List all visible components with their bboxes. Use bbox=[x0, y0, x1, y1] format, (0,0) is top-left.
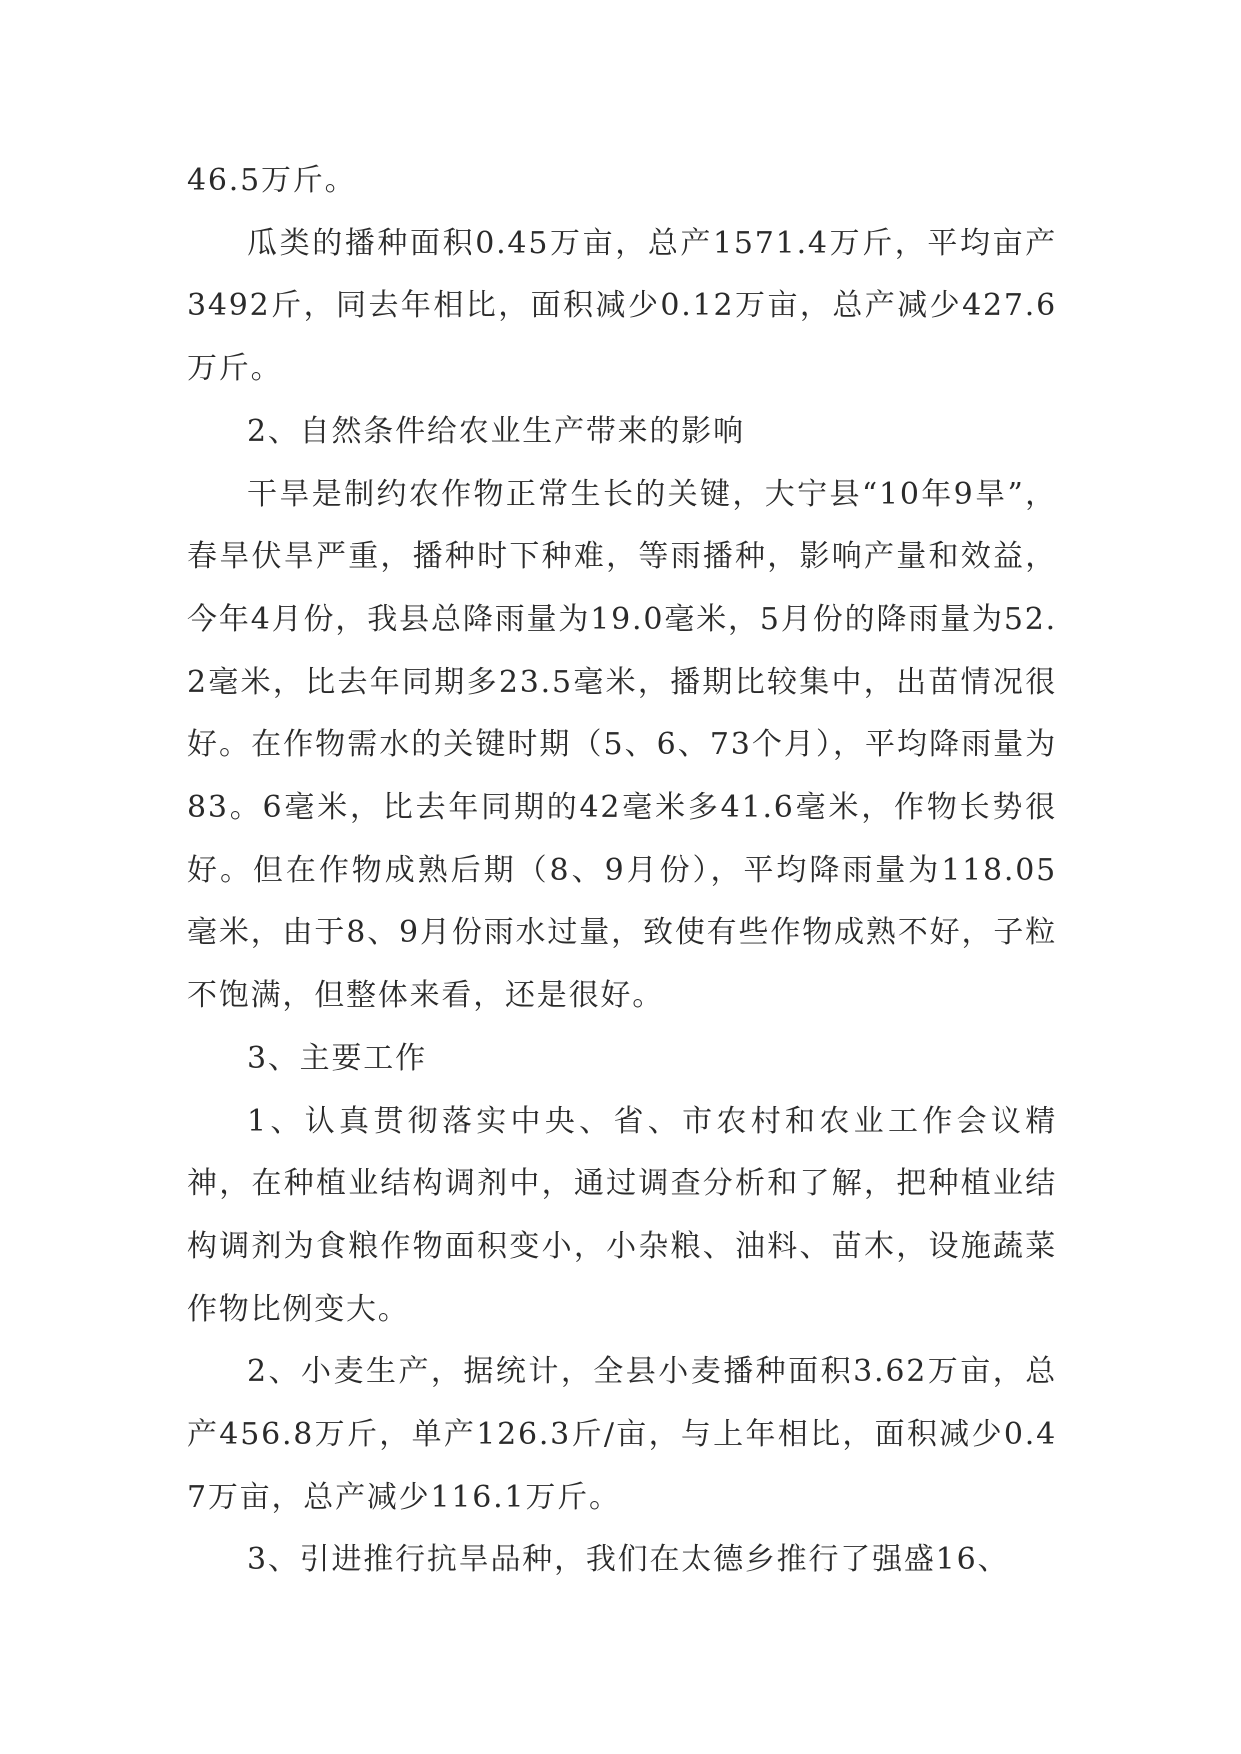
paragraph-drought-resistant-varieties: 3、引进推行抗旱品种，我们在太德乡推行了强盛16、 bbox=[247, 1542, 1010, 1578]
paragraph-continuation: 46.5万斤。 bbox=[187, 163, 357, 198]
paragraph-wheat-production: 2、小麦生产，据统计，全县小麦播种面积3.62万亩，总产456.8万斤，单产126.3斤/亩，与上年相比，面积减少0.47万亩，总产减少116.1万斤。 bbox=[187, 1354, 1057, 1515]
section-heading-natural-conditions: 2、自然条件给农业生产带来的影响 bbox=[247, 413, 745, 449]
paragraph-drought-rainfall: 干旱是制约农作物正常生长的关键，大宁县“10年9旱”，春旱伏旱严重，播种时下种难，等雨播种，影响产量和效益，今年4月份，我县总降雨量为19.0毫米，5月份的降雨量为52.2毫米，比去年同期多23.5毫米，播期比较集中，出苗情况很好。在作物需水的关键时期（5、6、73个月），平均降雨量为83。6毫米，比去年同期的42毫米多41.6毫米，作物长势很好。但在作物成熟后期（8、9月份），平均降雨量为118.05毫米，由于8、9月份雨水过量，致使有些作物成熟不好，子粒不饱满，但整体来看，还是很好。 bbox=[187, 476, 1057, 1014]
paragraph-melon-crops: 瓜类的播种面积0.45万亩，总产1571.4万斤，平均亩产3492斤，同去年相比，面积减少0.12万亩，总产减少427.6万斤。 bbox=[187, 225, 1057, 387]
paragraph-structure-adjustment: 1、认真贯彻落实中央、省、市农村和农业工作会议精神，在种植业结构调剂中，通过调查分析和了解，把种植业结构调剂为食粮作物面积变小，小杂粮、油料、苗木，设施蔬菜作物比例变大。 bbox=[187, 1103, 1057, 1327]
section-heading-main-work: 3、主要工作 bbox=[247, 1040, 427, 1076]
document-body bbox=[187, 150, 1057, 1592]
